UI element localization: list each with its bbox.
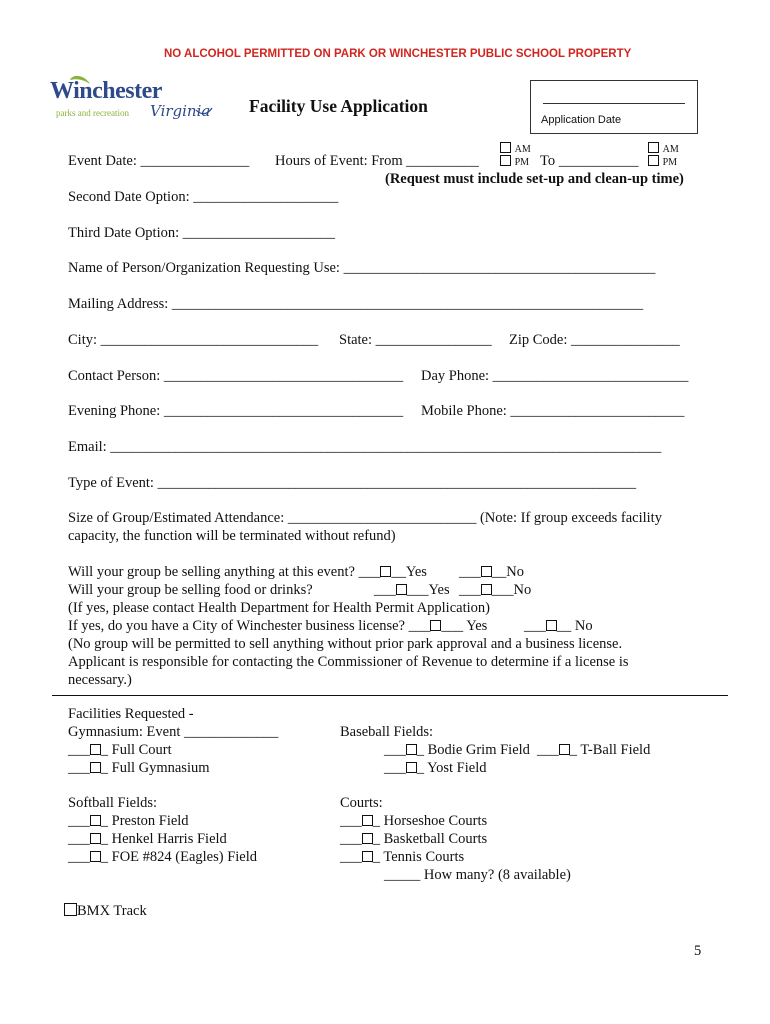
checkbox[interactable]: [406, 744, 417, 755]
checkbox[interactable]: [500, 142, 511, 153]
tennis-count-field[interactable]: _____ How many? (8 available): [384, 867, 571, 883]
logo-wordmark: Winchester: [50, 78, 162, 104]
food-no-checkbox[interactable]: [481, 584, 492, 595]
license-no-checkbox[interactable]: [546, 620, 557, 631]
license-no-option[interactable]: ___ __ No: [524, 618, 593, 634]
full-court-option[interactable]: ___ _ Full Court: [68, 742, 172, 758]
hours-from-field[interactable]: Hours of Event: From __________: [275, 153, 479, 169]
checkbox[interactable]: [362, 815, 373, 826]
selling-no-option[interactable]: ___ __No: [459, 564, 524, 580]
checkbox[interactable]: [90, 833, 101, 844]
selling-question: Will your group be selling anything at this event? ___ __Yes: [68, 564, 427, 580]
facilities-heading: Facilities Requested -: [68, 706, 194, 722]
food-yes-option[interactable]: ___ ___Yes: [374, 582, 450, 598]
second-date-field[interactable]: Second Date Option: ____________________: [68, 189, 339, 205]
selling-no-checkbox[interactable]: [481, 566, 492, 577]
henkel-option[interactable]: ___ _ Henkel Harris Field: [68, 831, 227, 847]
from-pm-option[interactable]: PM: [500, 153, 529, 170]
to-am-option[interactable]: AM: [648, 140, 679, 157]
setup-note: (Request must include set-up and clean-up time): [385, 171, 684, 187]
checkbox[interactable]: [648, 142, 659, 153]
checkbox[interactable]: [90, 815, 101, 826]
yost-option[interactable]: ___ _ Yost Field: [384, 760, 487, 776]
city-field[interactable]: City: ______________________________: [68, 332, 319, 348]
food-no-option[interactable]: ___ ___No: [459, 582, 532, 598]
license-yes-checkbox[interactable]: [430, 620, 441, 631]
full-gym-option[interactable]: ___ _ Full Gymnasium: [68, 760, 210, 776]
health-note: (If yes, please contact Health Department for Health Permit Application): [68, 600, 490, 616]
license-question: If yes, do you have a City of Winchester business license? ___ ___ Yes: [68, 618, 488, 634]
hours-to-field[interactable]: To ___________: [540, 153, 639, 169]
application-date-line[interactable]: [543, 103, 685, 104]
checkbox[interactable]: [500, 155, 511, 166]
bmx-option[interactable]: BMX Track: [64, 903, 147, 920]
basketball-option[interactable]: ___ _ Basketball Courts: [340, 831, 488, 847]
group-size-field[interactable]: Size of Group/Estimated Attendance: __________________________ (Note: If group exceeds facility: [68, 510, 662, 526]
checkbox[interactable]: [648, 155, 659, 166]
checkbox[interactable]: [559, 744, 570, 755]
name-org-field[interactable]: Name of Person/Organization Requesting Use: ___________________________________________: [68, 260, 656, 276]
third-date-field[interactable]: Third Date Option: _____________________: [68, 225, 336, 241]
contact-person-field[interactable]: Contact Person: _________________________________: [68, 368, 404, 384]
logo-tagline: parks and recreation: [56, 108, 129, 118]
email-field[interactable]: Email: ____________________________________________________________________________: [68, 439, 662, 455]
food-question: Will your group be selling food or drinks?: [68, 582, 313, 598]
event-type-field[interactable]: Type of Event: __________________________________________________________________: [68, 475, 637, 491]
section-divider: [52, 695, 728, 696]
event-date-field[interactable]: Event Date: _______________: [68, 153, 250, 169]
application-date-label: Application Date: [541, 114, 622, 126]
day-phone-field[interactable]: Day Phone: ___________________________: [421, 368, 689, 384]
gymnasium-event-field[interactable]: Gymnasium: Event _____________: [68, 724, 279, 740]
to-pm-option[interactable]: PM: [648, 153, 677, 170]
evening-phone-field[interactable]: Evening Phone: _________________________________: [68, 403, 404, 419]
checkbox[interactable]: [90, 744, 101, 755]
checkbox[interactable]: [362, 833, 373, 844]
baseball-heading: Baseball Fields:: [340, 724, 434, 740]
selling-yes-checkbox[interactable]: [380, 566, 391, 577]
checkbox[interactable]: [90, 851, 101, 862]
application-date-box: [530, 80, 698, 134]
food-yes-checkbox[interactable]: [396, 584, 407, 595]
zip-field[interactable]: Zip Code: _______________: [509, 332, 680, 348]
winchester-logo: [46, 70, 216, 130]
capacity-note: capacity, the function will be terminated without refund): [68, 528, 396, 544]
license-note-1: (No group will be permitted to sell anything without prior park approval and a business license.: [68, 636, 623, 652]
tball-option[interactable]: ___ _ T-Ball Field: [537, 742, 651, 758]
checkbox[interactable]: [90, 762, 101, 773]
page-title: Facility Use Application: [249, 96, 428, 116]
license-note-3: necessary.): [68, 672, 132, 688]
preston-option[interactable]: ___ _ Preston Field: [68, 813, 189, 829]
checkbox[interactable]: [406, 762, 417, 773]
page-number: 5: [694, 943, 702, 959]
checkbox[interactable]: [64, 903, 77, 916]
mailing-address-field[interactable]: Mailing Address: _________________________________________________________________: [68, 296, 644, 312]
license-note-2: Applicant is responsible for contacting the Commissioner of Revenue to determine if a license is: [68, 654, 629, 670]
horseshoe-option[interactable]: ___ _ Horseshoe Courts: [340, 813, 488, 829]
courts-heading: Courts:: [340, 795, 383, 811]
checkbox[interactable]: [362, 851, 373, 862]
bodie-grim-option[interactable]: ___ _ Bodie Grim Field: [384, 742, 530, 758]
logo-script: Virginia: [150, 102, 211, 120]
from-am-option[interactable]: AM: [500, 140, 531, 157]
tennis-option[interactable]: ___ _ Tennis Courts: [340, 849, 465, 865]
softball-heading: Softball Fields:: [68, 795, 158, 811]
alcohol-warning: NO ALCOHOL PERMITTED ON PARK OR WINCHESTER PUBLIC SCHOOL PROPERTY: [164, 48, 632, 60]
state-field[interactable]: State: ________________: [339, 332, 492, 348]
foe-option[interactable]: ___ _ FOE #824 (Eagles) Field: [68, 849, 258, 865]
mobile-phone-field[interactable]: Mobile Phone: ________________________: [421, 403, 685, 419]
